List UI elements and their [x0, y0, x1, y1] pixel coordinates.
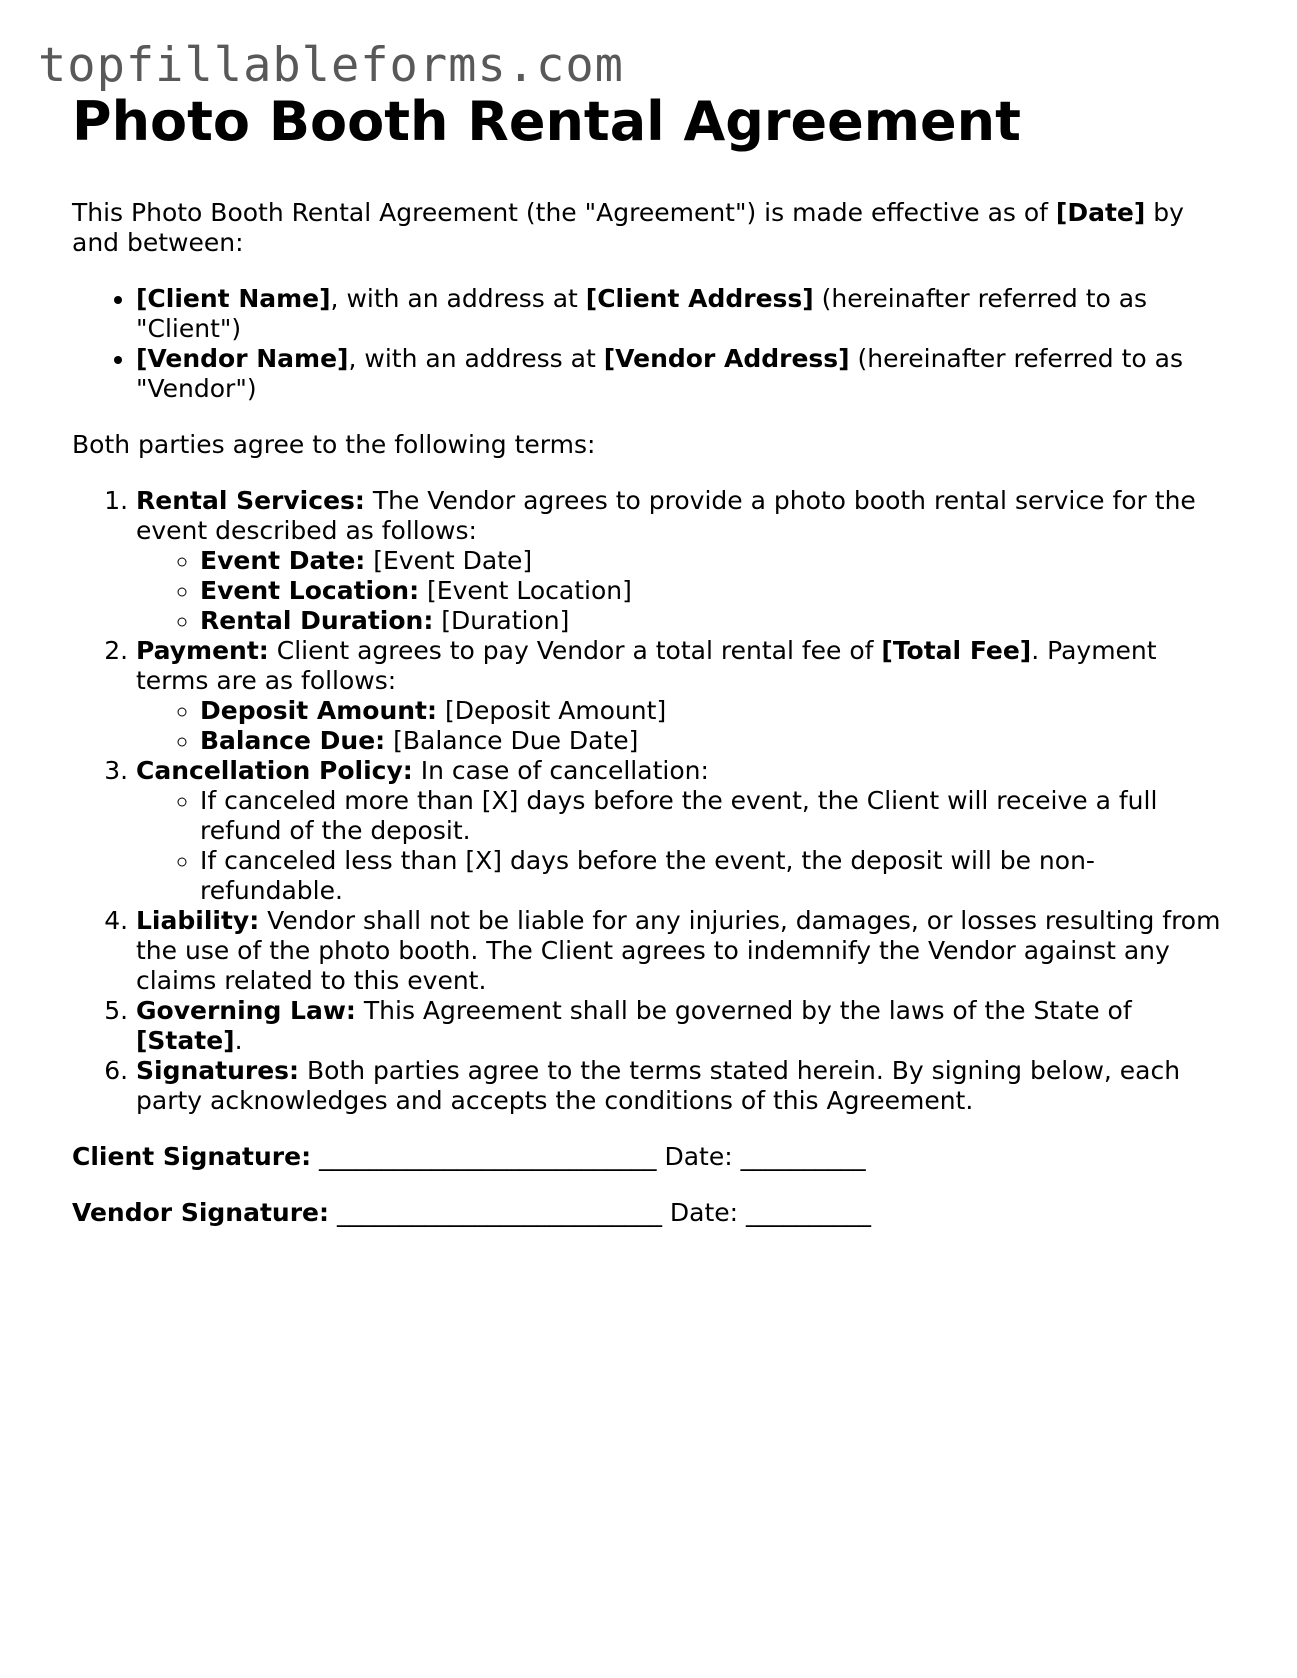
term-text: Both parties agree to the terms stated herein. By signing below, each party acknowledges and accepts the conditions of this Agreement. — [136, 1056, 1181, 1115]
vendor-address-field: [Vendor Address] — [603, 344, 850, 373]
balance-due-value: [Balance Due Date] — [385, 726, 639, 755]
list-item — [200, 696, 1232, 726]
term-text: The Vendor agrees to provide a photo booth rental service for the event described as follows: — [136, 486, 1196, 545]
term-heading: Rental Services: — [136, 486, 365, 515]
intro-paragraph — [72, 198, 1232, 258]
party-client-text: , with an address at — [330, 284, 586, 313]
term-heading: Signatures: — [136, 1056, 300, 1085]
payment-details-list — [136, 696, 1232, 756]
client-date-label: Date: — [656, 1142, 741, 1171]
rental-details-list — [136, 546, 1232, 636]
party-vendor — [136, 344, 1232, 404]
term-heading: Cancellation Policy: — [136, 756, 413, 785]
parties-list — [72, 284, 1232, 404]
list-item: ◦ If canceled less than [X] days before the event, the deposit will be non-refundable. — [200, 846, 1232, 906]
term-text: In case of cancellation: — [412, 756, 709, 785]
event-date-label: Event Date: — [200, 546, 366, 575]
deposit-amount-label: Deposit Amount: — [200, 696, 437, 725]
client-signature-row — [72, 1142, 1232, 1172]
client-signature-field[interactable]: ___________________________ — [311, 1142, 657, 1171]
event-location-value: [Event Location] — [419, 576, 632, 605]
intro-text-2: by and between: — [72, 198, 1184, 257]
party-vendor-text: , with an address at — [348, 344, 604, 373]
client-signature-label: Client Signature: — [72, 1142, 312, 1171]
term-heading: Governing Law: — [136, 996, 356, 1025]
list-item: ◦ If canceled more than [X] days before the event, the Client will receive a full refund of the deposit. — [200, 786, 1232, 846]
deposit-amount-value: [Deposit Amount] — [437, 696, 667, 725]
vendor-signature-field[interactable]: __________________________ — [329, 1198, 662, 1227]
term-governing-law — [136, 996, 1232, 1056]
state-field: [State] — [136, 1026, 235, 1055]
term-text: This Agreement shall be governed by the laws of the State of — [355, 996, 1132, 1025]
vendor-signature-label: Vendor Signature: — [72, 1198, 330, 1227]
term-cancellation-policy — [136, 756, 1232, 906]
client-address-field: [Client Address] — [585, 284, 814, 313]
term-text: Client agrees to pay Vendor a total rental fee of — [268, 636, 882, 665]
total-fee-field: [Total Fee] — [881, 636, 1032, 665]
list-item — [200, 606, 1232, 636]
client-date-field[interactable]: __________ — [740, 1142, 866, 1171]
term-heading: Liability: — [136, 906, 260, 935]
list-item — [200, 576, 1232, 606]
rental-duration-label: Rental Duration: — [200, 606, 434, 635]
party-client — [136, 284, 1232, 344]
watermark: topfillableforms.com — [38, 38, 624, 93]
list-item — [200, 726, 1232, 756]
balance-due-label: Balance Due: — [200, 726, 386, 755]
term-heading: Payment: — [136, 636, 269, 665]
effective-date-field: [Date] — [1055, 198, 1146, 227]
page-title: Photo Booth Rental Agreement — [72, 90, 1021, 153]
vendor-name-field: [Vendor Name] — [136, 344, 349, 373]
terms-list — [72, 486, 1232, 1116]
vendor-date-field[interactable]: __________ — [746, 1198, 872, 1227]
term-text: Vendor shall not be liable for any injuries, damages, or losses resulting from the use of the photo booth. The Client agrees to indemnify the Vendor against any claims related to this event. — [136, 906, 1221, 995]
term-rental-services — [136, 486, 1232, 636]
cancellation-details-list — [136, 786, 1232, 906]
intro-text-1: This Photo Booth Rental Agreement (the "Agreement") is made effective as of — [72, 198, 1056, 227]
party-client-tail: (hereinafter referred to as "Client") — [136, 284, 1148, 343]
term-liability — [136, 906, 1232, 996]
event-date-value: [Event Date] — [365, 546, 533, 575]
vendor-signature-row — [72, 1198, 1232, 1228]
rental-duration-value: [Duration] — [433, 606, 570, 635]
event-location-label: Event Location: — [200, 576, 420, 605]
terms-intro: Both parties agree to the following terms: — [72, 430, 596, 459]
term-payment — [136, 636, 1232, 756]
party-vendor-tail: (hereinafter referred to as "Vendor") — [136, 344, 1183, 403]
document-body — [72, 84, 1232, 1254]
term-text-end: . — [234, 1026, 243, 1055]
list-item — [200, 546, 1232, 576]
client-name-field: [Client Name] — [136, 284, 331, 313]
term-signatures — [136, 1056, 1232, 1116]
term-text: . Payment terms are as follows: — [136, 636, 1157, 695]
vendor-date-label: Date: — [661, 1198, 747, 1227]
